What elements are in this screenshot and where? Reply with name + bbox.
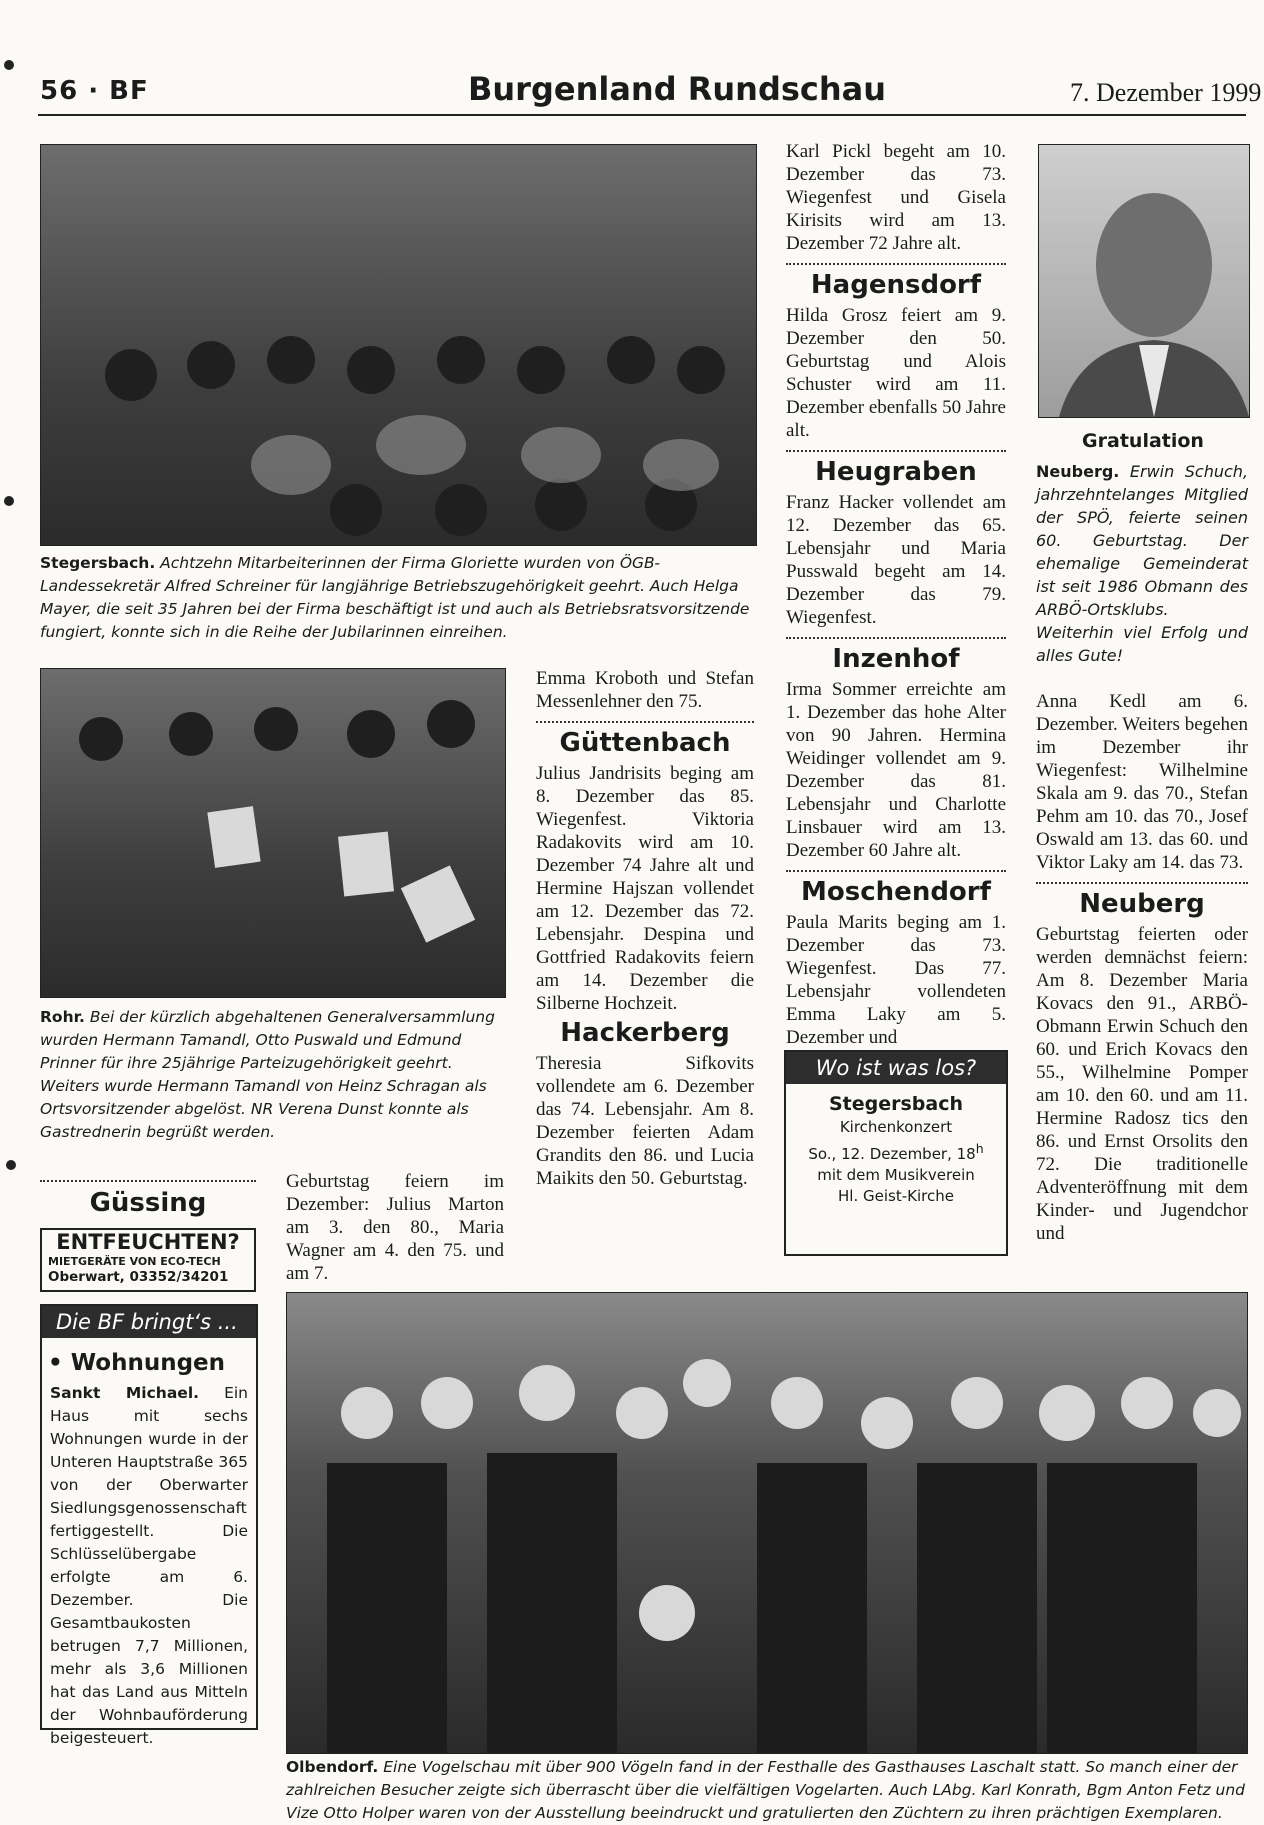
section-heading-hagensdorf: Hagensdorf bbox=[810, 270, 982, 300]
caption-place: Neuberg. bbox=[1036, 462, 1120, 481]
column-text: Theresia Sifkovits vollendete am 6. Dezember das 74. Lebensjahr. Am 8. Dezember feierten Adam Grandits den 86. und Lucia Maikits den 50. Geburtstag. bbox=[536, 1053, 754, 1189]
registration-mark-icon bbox=[6, 1160, 16, 1170]
caption-place: Olbendorf. bbox=[286, 1758, 379, 1776]
header-rule bbox=[38, 114, 1246, 116]
caption-text: Erwin Schuch, jahrzehntelanges Mitglied der SPÖ, feierte seinen 60. Geburtstag. Der ehemalige Gemeinderat ist seit 1986 Obmann des ARBÖ-Ortsklubs. Weiterhin viel Erfolg und alles Gute! bbox=[1036, 462, 1248, 665]
portrait-silhouette bbox=[1039, 145, 1249, 417]
section-heading-guettenbach: Güttenbach bbox=[559, 728, 731, 758]
bf-box-text bbox=[42, 1382, 256, 1750]
event-line: Kirchenkonzert bbox=[839, 1118, 953, 1136]
registration-mark-icon bbox=[4, 496, 14, 506]
event-box-bar: Wo ist was los? bbox=[786, 1052, 1006, 1084]
section-divider bbox=[786, 637, 1006, 639]
bullet-icon: • bbox=[48, 1350, 63, 1376]
section-divider bbox=[40, 1180, 256, 1182]
section-divider bbox=[536, 721, 754, 723]
event-line: Hl. Geist-Kirche bbox=[838, 1187, 954, 1205]
caption-text: Bei der kürzlich abgehaltenen Generalversammlung wurden Hermann Tamandl, Otto Puswald und Edmund Prinner für ihre 25jährige Parteizugehörigkeit geehrt. Weiters wurde Hermann Tamandl von Heinz Schragan als Ortsvorsitzender abgelöst. NR Verena Dunst konnte als Gastrednerin begrüßt werden. bbox=[40, 1008, 495, 1141]
bf-box-body: Ein Haus mit sechs Wohnungen wurde in der Unteren Hauptstraße 365 von der Oberwarter Siedlungsgenossenschaft fertiggestellt. Die Schlüsselübergabe erfolgte am 6. Dezember. Die Gesamtbaukosten betrugen 7,7 Millionen, mehr als 3,6 Millionen hat das Land aus Mitteln der Wohnbauförderung beigesteuert. bbox=[50, 1384, 248, 1747]
bf-box-heading-text: Wohnungen bbox=[70, 1350, 226, 1376]
column-text: Karl Pickl begeht am 10. Dezember das 73. Wiegenfest und Gisela Kirisits wird am 13. Dezember 72 Jahre alt. bbox=[786, 141, 1006, 254]
photo-stegersbach-caption bbox=[40, 552, 755, 644]
photo-rohr-caption bbox=[40, 1006, 504, 1144]
photo-olbendorf bbox=[286, 1292, 1248, 1754]
section-heading-inzenhof: Inzenhof bbox=[832, 644, 960, 674]
photo-stegersbach bbox=[40, 144, 757, 546]
bf-bringts-box bbox=[40, 1304, 258, 1747]
section-heading-heugraben: Heugraben bbox=[815, 457, 977, 487]
issue-date: 7. Dezember 1999 bbox=[1070, 78, 1262, 107]
gratulation-title: Gratulation bbox=[1082, 430, 1204, 452]
section-divider bbox=[786, 450, 1006, 452]
group-photo-silhouettes bbox=[41, 145, 756, 545]
column-text: Julius Jandrisits beging am 8. Dezember das 85. Wiegenfest. Viktoria Radakovits wird am 10. Dezember 74 Jahre alt und Hermine Hajszan vollendet am 12. Dezember das 72. Lebensjahr. Despina und Gottfried Radakovits feiern am 14. Dezember die Silberne Hochzeit. bbox=[536, 763, 754, 1014]
caption-place: Rohr. bbox=[40, 1008, 85, 1026]
section-divider bbox=[1036, 882, 1248, 884]
column-text: Geburtstag feiern im Dezember: Julius Marton am 3. den 80., Maria Wagner am 4. den 75. und am 7. bbox=[286, 1171, 504, 1284]
event-line-sup: h bbox=[975, 1141, 984, 1156]
event-box bbox=[784, 1050, 1008, 1256]
column-text: Hilda Grosz feiert am 9. Dezember den 50. Geburtstag und Alois Schuster wird am 11. Dezember ebenfalls 50 Jahre alt. bbox=[786, 305, 1006, 441]
ad-line: MIETGERÄTE VON ECO-TECH bbox=[48, 1255, 221, 1268]
gratulation-text bbox=[1036, 460, 1248, 667]
group-photo-silhouettes bbox=[287, 1293, 1247, 1753]
page-number: 56 · BF bbox=[40, 76, 149, 106]
section-heading-guessing: Güssing bbox=[89, 1188, 207, 1218]
column-text: Geburtstag feierten oder werden demnächst feiern: Am 8. Dezember Maria Kovacs den 91., ARBÖ-Obmann Erwin Schuch den 60. und Erich Kovacs den 55., Wilhelmine Pomper am 10. den 60. und am 11. Hermine Radosz tics den 86. und Ernst Orsolits den 72. Die traditionelle Adventeröffnung mit dem Kinder- und Jugendchor und bbox=[1036, 924, 1248, 1244]
column-text: Emma Kroboth und Stefan Messenlehner den 75. bbox=[536, 668, 754, 712]
column-neuberg bbox=[1036, 690, 1248, 1245]
caption-place: Stegersbach. bbox=[40, 554, 156, 572]
event-line: mit dem Musikverein bbox=[817, 1166, 975, 1184]
bf-box-place: Sankt Michael. bbox=[50, 1384, 200, 1402]
section-divider bbox=[786, 263, 1006, 265]
column-guettenbach bbox=[536, 667, 754, 1190]
column-text: Franz Hacker vollendet am 12. Dezember das 65. Lebensjahr und Maria Pusswald begeht am 14. Dezember das 79. Wiegenfest. bbox=[786, 492, 1006, 628]
group-photo-silhouettes bbox=[41, 669, 505, 997]
section-heading-neuberg: Neuberg bbox=[1079, 889, 1205, 919]
ad-line: Oberwart, 03352/34201 bbox=[48, 1269, 229, 1285]
column-text: Irma Sommer erreichte am 1. Dezember das hohe Alter von 90 Jahren. Hermina Weidinger vollendet am 9. Dezember das 81. Lebensjahr und Charlotte Linsbauer wird am 13. Dezember 60 Jahre alt. bbox=[786, 679, 1006, 861]
bf-box-bar: Die BF bringt‘s ... bbox=[42, 1306, 256, 1338]
newspaper-title: Burgenland Rundschau bbox=[468, 70, 887, 108]
caption-text: Eine Vogelschau mit über 900 Vögeln fand in der Festhalle des Gasthauses Laschalt statt. So manch einer der zahlreichen Besucher zeigte sich überrascht über die vielfältigen Vogelarten. Auch LAbg. Karl Konrath, Bgm Anton Fetz und Vize Otto Holper waren von der Ausstellung beeindruckt und gratulierten den Züchtern zu ihren prächtigen Exemplaren. bbox=[286, 1758, 1246, 1822]
portrait-erwin-schuch bbox=[1038, 144, 1250, 418]
photo-olbendorf-caption bbox=[286, 1756, 1246, 1825]
section-heading-moschendorf: Moschendorf bbox=[801, 877, 991, 907]
section-heading-hackerberg: Hackerberg bbox=[560, 1018, 730, 1048]
caption-text: Achtzehn Mitarbeiterinnen der Firma Gloriette wurden von ÖGB-Landessekretär Alfred Schreiner für langjährige Betriebszugehörigkeit geehrt. Auch Helga Mayer, die seit 35 Jahren bei der Firma beschäftigt ist und auch als Betriebsratsvorsitzende fungiert, konnte sich in die Reihe der Jubilarinnen einreihen. bbox=[40, 554, 750, 641]
event-line bbox=[786, 1138, 1006, 1165]
photo-rohr bbox=[40, 668, 506, 998]
column-text: Anna Kedl am 6. Dezember. Weiters begehen im Dezember ihr Wiegenfest: Wilhelmine Skala am 9. das 70., Stefan Pehm am 10. das 70., Josef Oswald am 13. das 60. und Viktor Laky am 14. das 73. bbox=[1036, 691, 1248, 873]
column-geburtstag bbox=[286, 1170, 504, 1285]
column-hagensdorf bbox=[786, 140, 1006, 1049]
event-line-text: So., 12. Dezember, 18 bbox=[808, 1145, 976, 1163]
registration-mark-icon bbox=[4, 60, 14, 70]
event-place: Stegersbach bbox=[828, 1093, 964, 1115]
section-divider bbox=[786, 870, 1006, 872]
ad-title: ENTFEUCHTEN? bbox=[56, 1230, 240, 1254]
ad-entfeuchten bbox=[40, 1228, 256, 1292]
column-text: Paula Marits beging am 1. Dezember das 73. Wiegenfest. Das 77. Lebensjahr vollendeten Emma Laky am 5. Dezember und bbox=[786, 912, 1006, 1048]
bf-box-heading bbox=[48, 1350, 256, 1376]
